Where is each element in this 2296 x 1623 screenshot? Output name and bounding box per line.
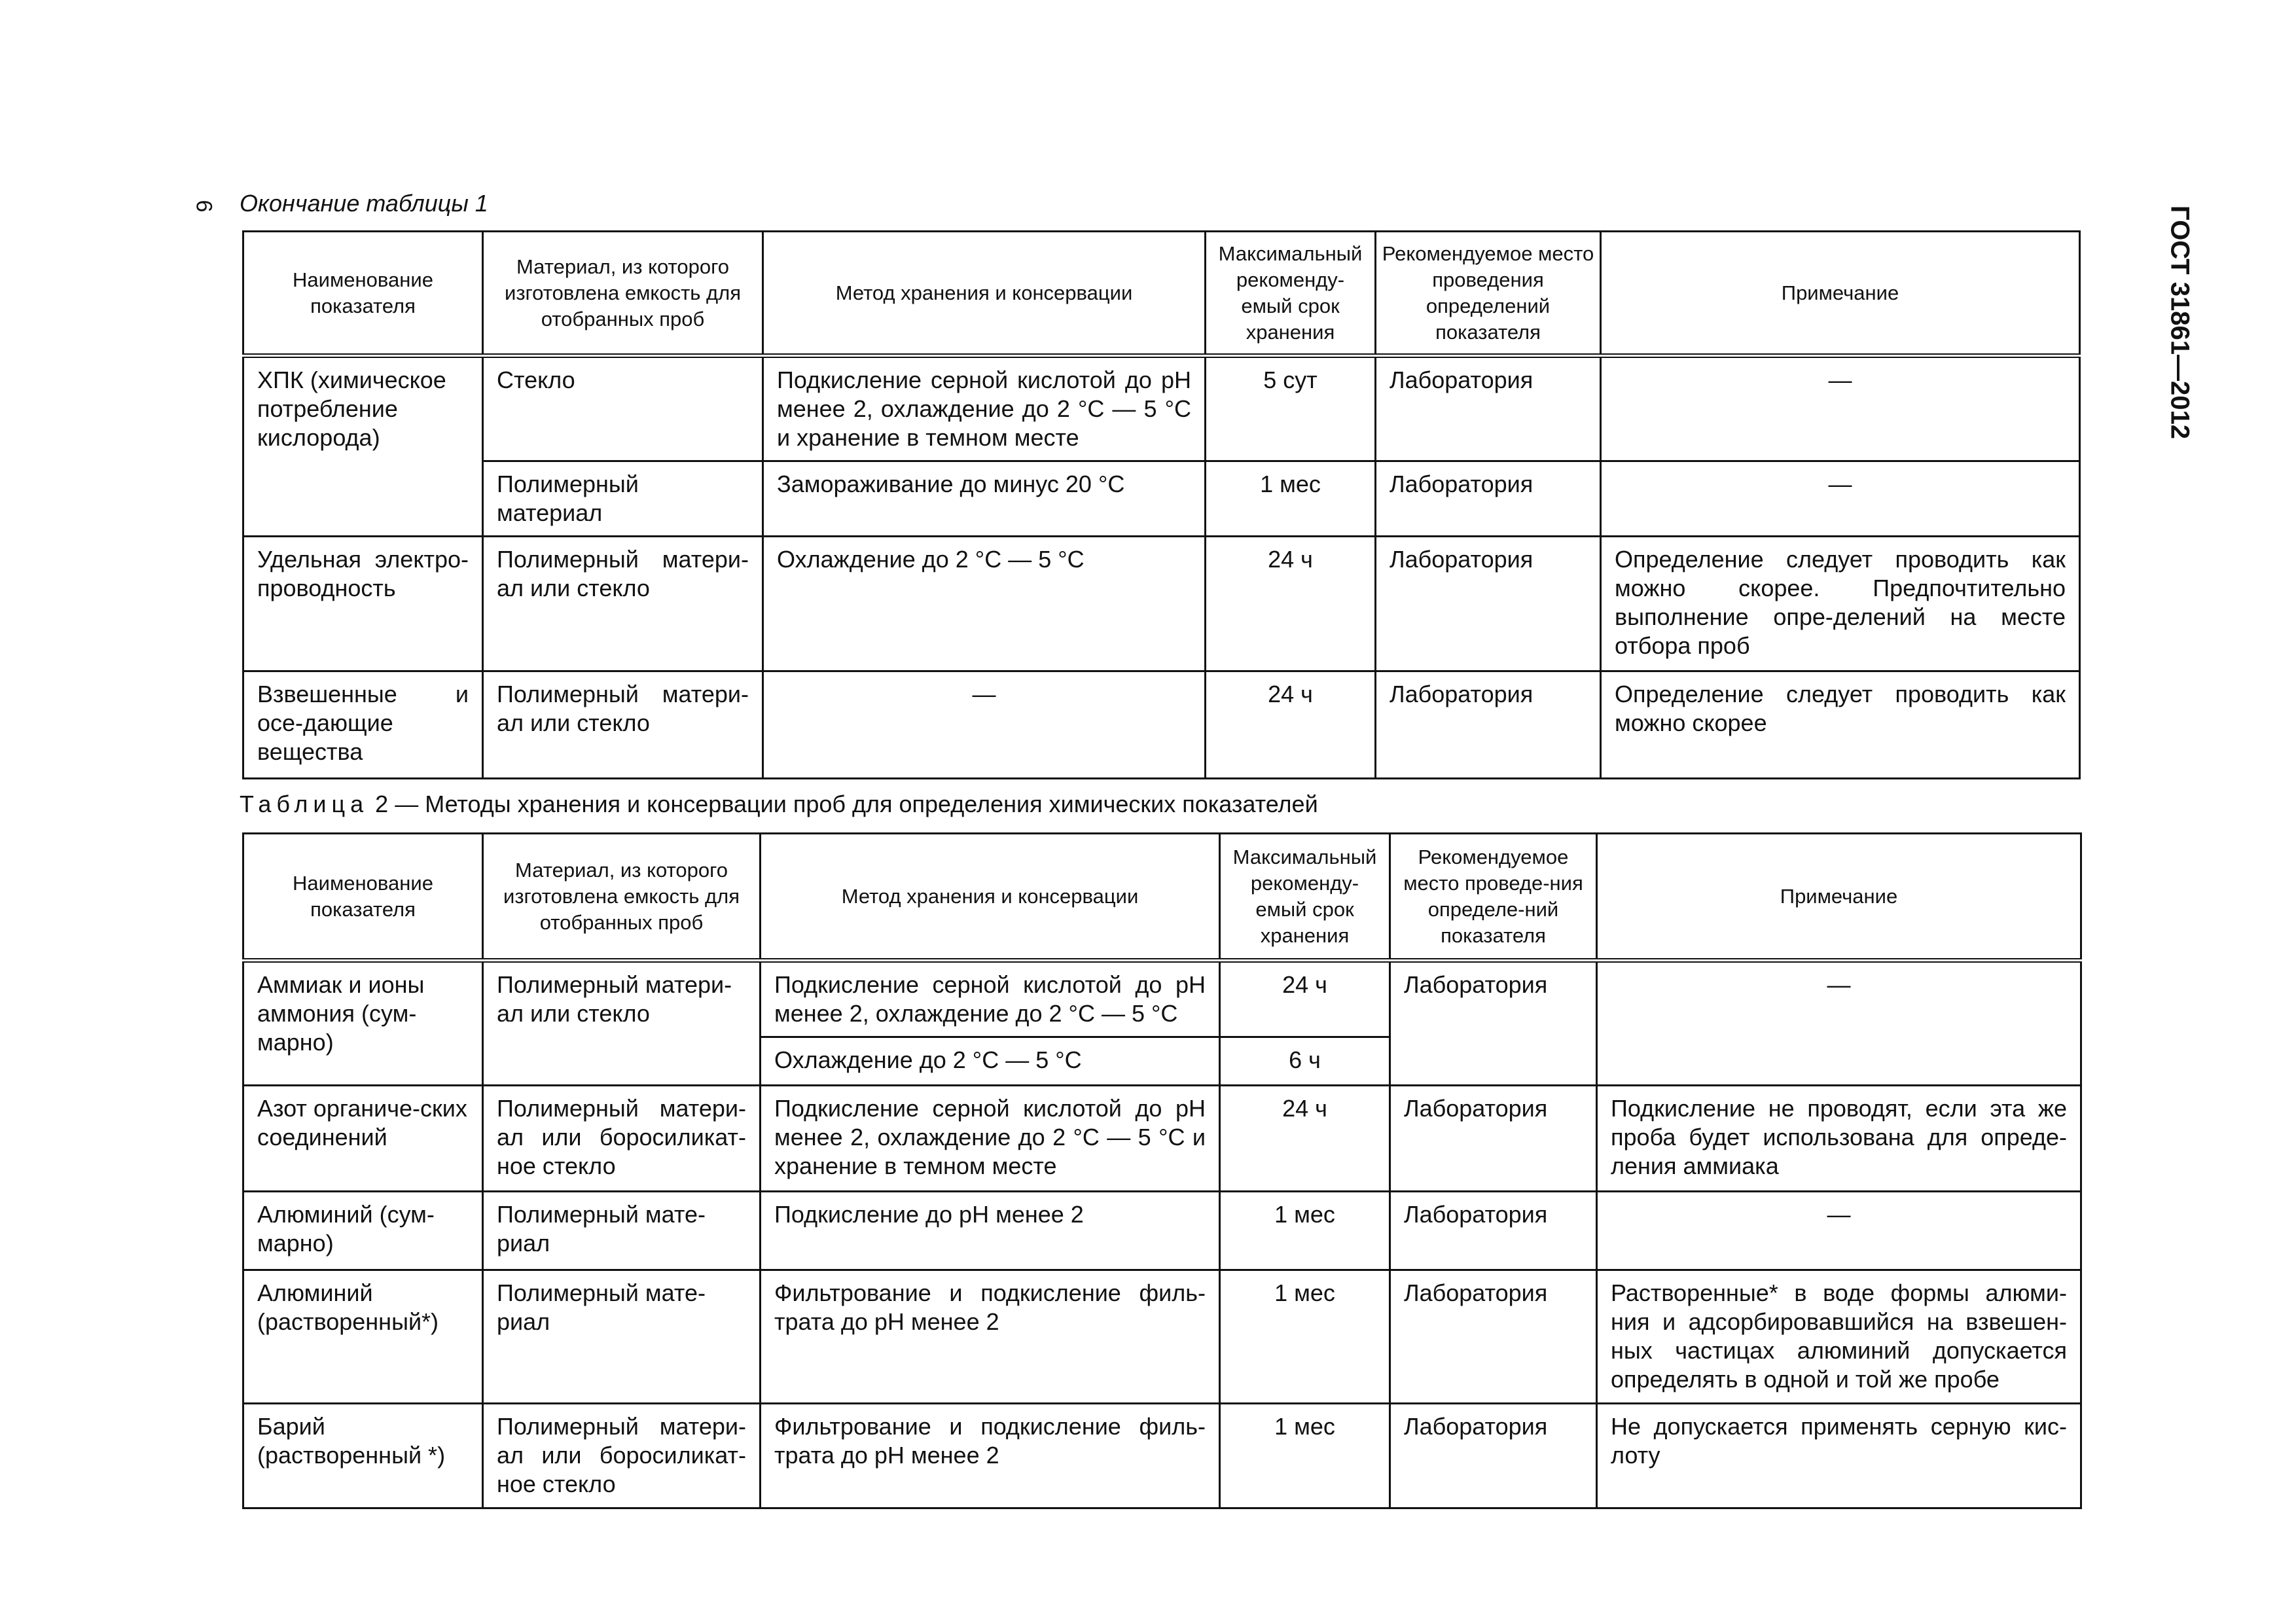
header-cell: Метод хранения и консервации [763,232,1206,356]
note-cell: — [1597,1192,2081,1270]
header-cell: Рекомендуемое место проведе-ния определе-ний показателя [1390,834,1597,961]
method-cell: Охлаждение до 2 °С — 5 °С [763,537,1206,671]
place-cell: Лаборатория [1376,356,1601,461]
table-header-row [243,232,2080,356]
table-row [243,461,2080,537]
term-cell: 5 сут [1206,356,1376,461]
place-cell: Лаборатория [1376,537,1601,671]
term-cell: 24 ч [1206,671,1376,779]
table1-caption: Окончание таблицы 1 [240,190,488,217]
table-row [243,356,2080,461]
indicator-name-cell: Удельная электро-проводность [243,537,483,671]
term-cell: 1 мес [1220,1404,1390,1508]
term-cell: 24 ч [1220,1086,1390,1192]
place-cell: Лаборатория [1390,1086,1597,1192]
material-cell: Полимерный матери-ал или боросиликат-ное стекло [483,1404,761,1508]
header-cell: Метод хранения и консервации [761,834,1220,961]
place-cell: Лаборатория [1376,671,1601,779]
indicator-name-cell: Барий (растворенный *) [243,1404,483,1508]
table-1-continuation [242,230,2081,779]
note-cell: — [1601,461,2080,537]
header-cell: Рекомендуемое место проведения определений показателя [1376,232,1601,356]
table2-caption-text: 2 — Методы хранения и консервации проб для определения химических показателей [375,791,1318,817]
place-cell: Лаборатория [1390,1404,1597,1508]
table-row [243,1404,2081,1508]
table-row [243,1192,2081,1270]
indicator-name-cell: Азот органиче-ских соединений [243,1086,483,1192]
header-cell: Наименование показателя [243,834,483,961]
header-cell: Материал, из которого изготовлена емкость для отобранных проб [483,834,761,961]
material-cell: Полимерный мате-риал [483,1270,761,1404]
term-cell: 1 мес [1220,1192,1390,1270]
place-cell: Лаборатория [1376,461,1601,537]
method-cell: Охлаждение до 2 °С — 5 °С [761,1037,1220,1086]
method-cell: Подкисление серной кислотой до pH менее 2, охлаждение до 2 °С — 5 °С и хранение в темном месте [763,356,1206,461]
header-cell: Материал, из которого изготовлена емкость для отобранных проб [483,232,763,356]
indicator-name-cell: ХПК (химическое потребление кислорода) [243,356,483,537]
note-cell: — [1597,961,2081,1086]
table-row [243,537,2080,671]
material-cell: Полимерный матери-ал или стекло [483,671,763,779]
term-cell: 24 ч [1206,537,1376,671]
indicator-name-cell: Взвешенные и осе-дающие вещества [243,671,483,779]
place-cell: Лаборатория [1390,1192,1597,1270]
table2-caption-label: Таблица [240,791,369,817]
material-cell: Полимерный матери-ал или боросиликат-ное стекло [483,1086,761,1192]
place-cell: Лаборатория [1390,961,1597,1086]
page-number: 6 [191,200,217,213]
method-cell: Фильтрование и подкисление филь-трата до pH менее 2 [761,1270,1220,1404]
header-cell: Максимальный рекоменду-емый срок хранения [1220,834,1390,961]
method-cell: — [763,671,1206,779]
material-cell: Полимерный матери-ал или стекло [483,961,761,1086]
note-cell: Растворенные* в воде формы алюми-ния и адсорбировавшийся на взвешен-ных частицах алюминий допускается определять в одной и той же пробе [1597,1270,2081,1404]
material-cell: Полимерный матери-ал или стекло [483,537,763,671]
material-cell: Полимерный мате-риал [483,1192,761,1270]
note-cell: Подкисление не проводят, если эта же проба будет использована для опреде-ления аммиака [1597,1086,2081,1192]
method-cell: Подкисление серной кислотой до pH менее 2, охлаждение до 2 °С — 5 °С [761,961,1220,1037]
indicator-name-cell: Алюминий (сум-марно) [243,1192,483,1270]
header-cell: Примечание [1601,232,2080,356]
method-cell: Фильтрование и подкисление филь-трата до pH менее 2 [761,1404,1220,1508]
table-header-row [243,834,2081,961]
material-cell: Полимерный материал [483,461,763,537]
table-row [243,961,2081,1037]
indicator-name-cell: Алюминий (растворенный*) [243,1270,483,1404]
table-2 [242,832,2082,1509]
method-cell: Подкисление до pH менее 2 [761,1192,1220,1270]
document-code: ГОСТ 31861—2012 [2165,205,2195,439]
header-cell: Наименование показателя [243,232,483,356]
term-cell: 1 мес [1206,461,1376,537]
header-cell: Примечание [1597,834,2081,961]
method-cell: Подкисление серной кислотой до pH менее 2, охлаждение до 2 °С — 5 °С и хранение в темном месте [761,1086,1220,1192]
term-cell: 6 ч [1220,1037,1390,1086]
indicator-name-cell: Аммиак и ионы аммония (сум-марно) [243,961,483,1086]
term-cell: 24 ч [1220,961,1390,1037]
table-row [243,1086,2081,1192]
note-cell: Определение следует проводить как можно скорее [1601,671,2080,779]
table-row [243,671,2080,779]
term-cell: 1 мес [1220,1270,1390,1404]
header-cell: Максимальный рекоменду-емый срок хранения [1206,232,1376,356]
note-cell: Не допускается применять серную кис-лоту [1597,1404,2081,1508]
note-cell: — [1601,356,2080,461]
material-cell: Стекло [483,356,763,461]
table-row [243,1270,2081,1404]
note-cell: Определение следует проводить как можно скорее. Предпочтительно выполнение опре-делений на месте отбора проб [1601,537,2080,671]
table2-caption [240,791,1318,818]
place-cell: Лаборатория [1390,1270,1597,1404]
method-cell: Замораживание до минус 20 °С [763,461,1206,537]
